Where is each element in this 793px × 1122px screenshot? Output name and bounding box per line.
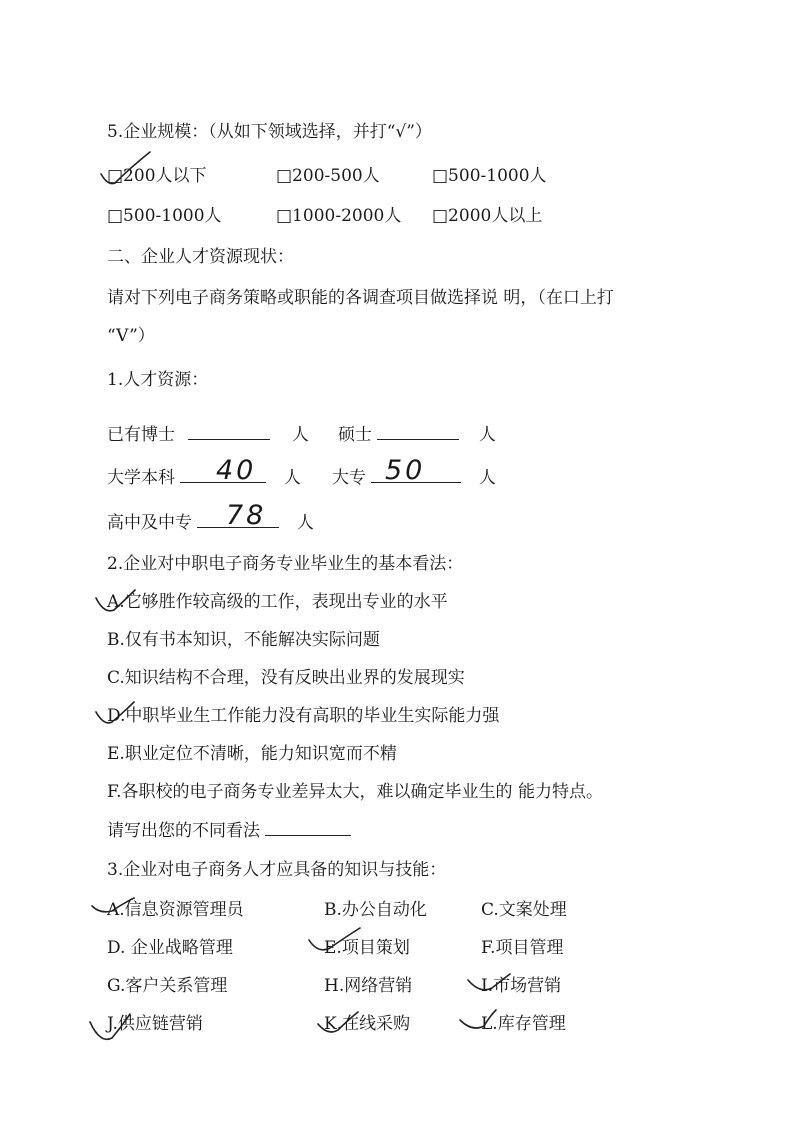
q5-option-500-1000[interactable]: □500-1000人 — [432, 166, 547, 186]
q5-option-500-1000-b[interactable]: □500-1000人 — [107, 206, 222, 226]
q3-option-i[interactable]: I.市场营销 — [481, 976, 562, 996]
q2-other-label: 请写出您的不同看法 — [107, 821, 260, 841]
master-label: 硕士 — [338, 425, 372, 445]
q2-title: 2.企业对中职电子商务专业毕业生的基本看法： — [107, 554, 464, 574]
q3-option-e[interactable]: E.项目策划 — [324, 938, 410, 958]
q5-option-200-500[interactable]: □200-500人 — [276, 166, 380, 186]
q2-option-a[interactable]: A.它够胜作较高级的工作，表现出专业的水平 — [107, 592, 448, 612]
q2-other-input[interactable] — [265, 819, 351, 836]
master-row — [338, 423, 496, 446]
phd-label: 已有博士 — [107, 425, 175, 445]
q3-option-d[interactable]: D. 企业战略管理 — [107, 938, 233, 958]
q2-other-row — [107, 819, 351, 842]
q3-option-a[interactable]: A.信息资源管理员 — [107, 900, 244, 920]
bachelor-row — [107, 466, 301, 489]
q3-option-b[interactable]: B.办公自动化 — [324, 900, 427, 920]
q3-option-h[interactable]: H.网络营销 — [324, 976, 413, 996]
q2-option-d[interactable]: D.中职毕业生工作能力没有高职的毕业生实际能力强 — [107, 706, 500, 726]
q3-option-k[interactable]: K.在线采购 — [324, 1014, 411, 1034]
master-unit: 人 — [478, 425, 496, 445]
phd-unit: 人 — [291, 425, 309, 445]
highschool-unit: 人 — [296, 513, 314, 533]
section2-instruction-1: 请对下列电子商务策略或职能的各调查项目做选择说 明，（在口上打 — [107, 288, 614, 308]
highschool-row — [107, 511, 314, 534]
phd-row — [107, 423, 309, 446]
q3-option-f[interactable]: F.项目管理 — [481, 938, 564, 958]
q3-option-j[interactable]: J.供应链营销 — [107, 1014, 203, 1034]
q2-option-b[interactable]: B.仅有书本知识，不能解决实际问题 — [107, 630, 380, 650]
highschool-label: 高中及中专 — [107, 513, 192, 533]
section2-heading: 二、企业人才资源现状： — [107, 247, 294, 267]
q5-option-over-2000[interactable]: □2000人以上 — [432, 206, 543, 226]
junior-label: 大专 — [332, 468, 366, 488]
q3-title: 3.企业对电子商务人才应具备的知识与技能： — [107, 860, 447, 880]
section2-instruction-2: “V”） — [107, 326, 155, 346]
bachelor-label: 大学本科 — [107, 468, 175, 488]
q2-option-f[interactable]: F.各职校的电子商务专业差异太大，难以确定毕业生的 能力特点。 — [107, 782, 603, 802]
q5-option-under-200[interactable]: □200人以下 — [107, 166, 207, 186]
q2-option-c[interactable]: C.知识结构不合理，没有反映出业界的发展现实 — [107, 668, 465, 688]
q3-option-l[interactable]: L.库存管理 — [481, 1014, 566, 1034]
q3-option-g[interactable]: G.客户关系管理 — [107, 976, 228, 996]
highschool-value: 78 — [226, 500, 267, 531]
q5-title: 5.企业规模：（从如下领域选择，并打“√”） — [107, 122, 432, 142]
q3-option-c[interactable]: C.文案处理 — [481, 900, 567, 920]
bachelor-value: 40 — [216, 455, 257, 486]
q1-title: 1.人才资源： — [107, 370, 209, 390]
master-input[interactable] — [377, 423, 459, 440]
q2-option-e[interactable]: E.职业定位不清晰，能力知识宽而不精 — [107, 744, 397, 764]
q5-option-1000-2000[interactable]: □1000-2000人 — [276, 206, 402, 226]
bachelor-unit: 人 — [283, 468, 301, 488]
junior-value: 50 — [385, 455, 426, 486]
junior-unit: 人 — [478, 468, 496, 488]
phd-input[interactable] — [188, 423, 270, 440]
